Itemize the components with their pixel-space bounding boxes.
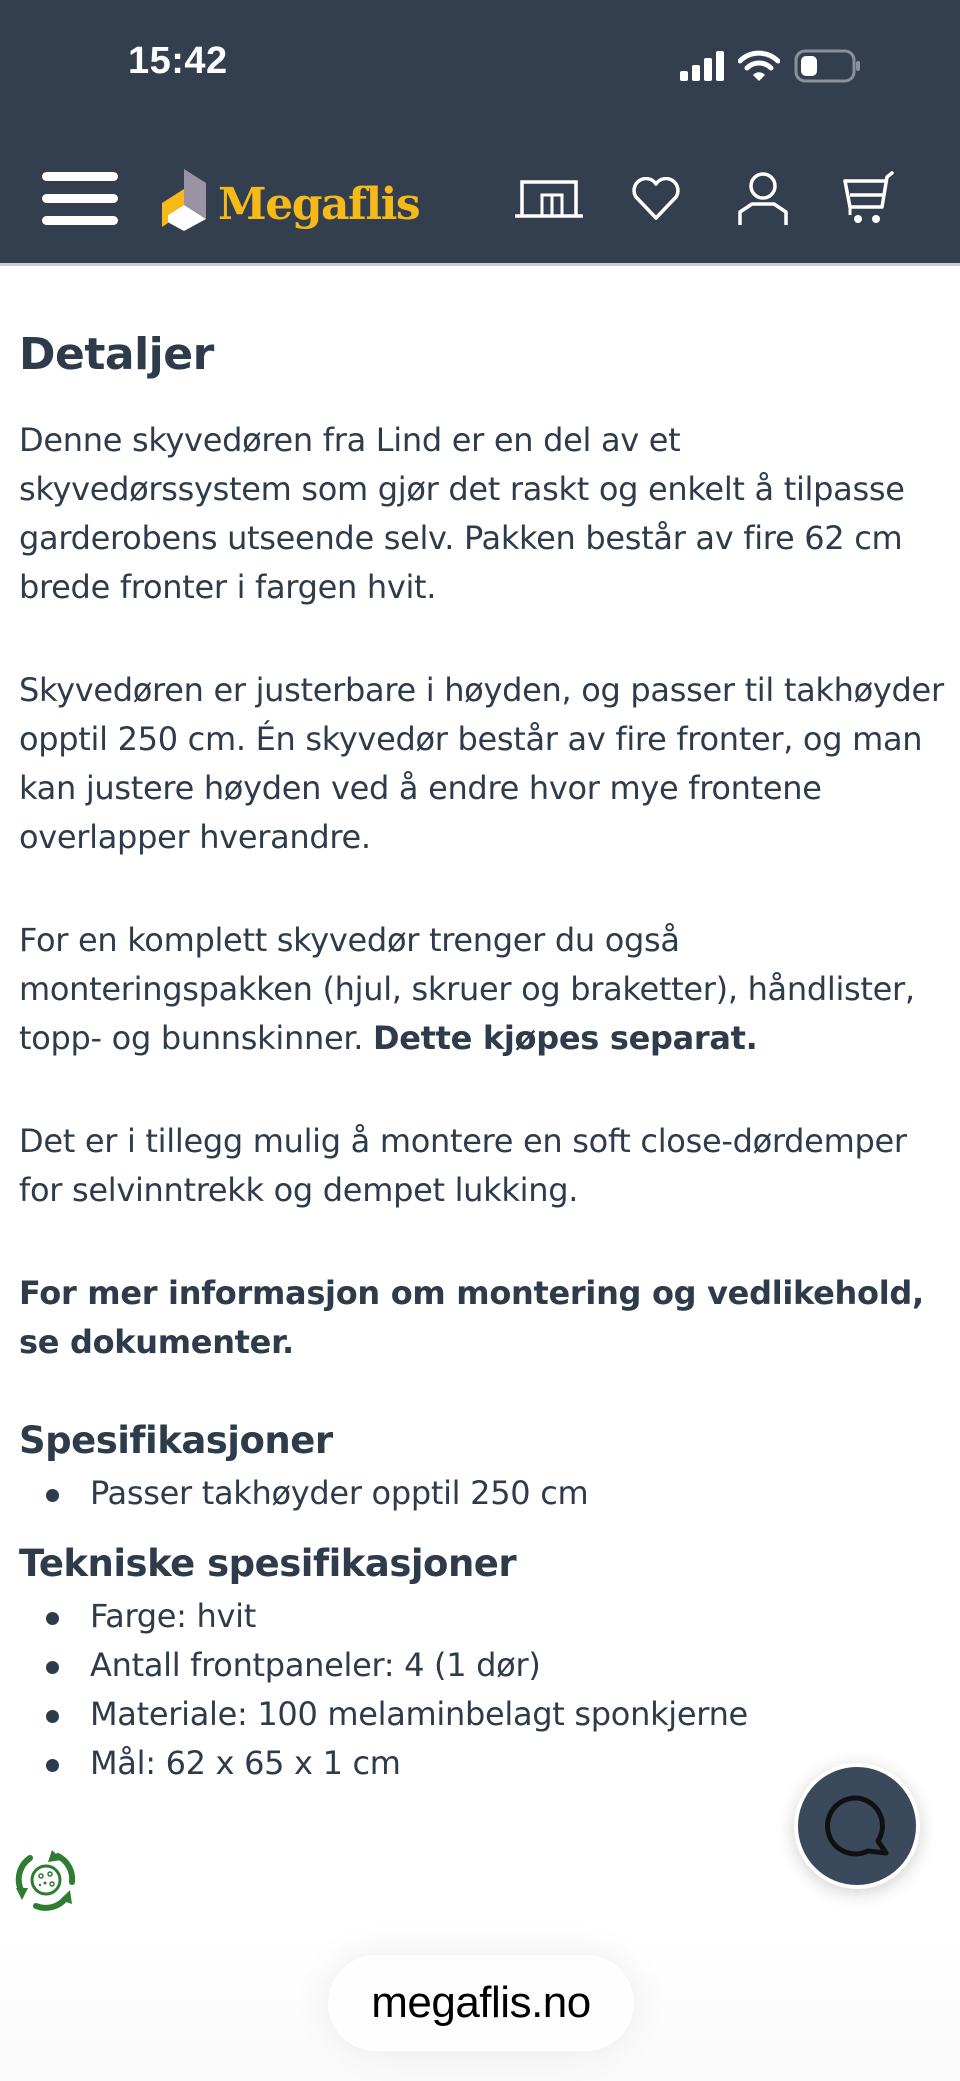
details-paragraph: Det er i tillegg mulig å montere en soft close-dørdemper for selvinntrekk og dempet lukking.: [19, 1122, 907, 1209]
documents-info: [19, 1269, 944, 1367]
details-paragraph: Denne skyvedøren fra Lind er en del av et skyvedørssystem som gjør det raskt og enkelt å tilpasse garderobens utseende selv. Pakken består av fire 62 cm brede fronter i fargen hvit.: [19, 421, 905, 606]
cart-icon: [842, 171, 898, 227]
cellular-signal-icon: [680, 51, 724, 81]
main-nav: [0, 160, 960, 240]
list-item: Farge: hvit: [19, 1592, 779, 1641]
list-item: Mål: 62 x 65 x 1 cm: [19, 1739, 779, 1788]
store-icon: [514, 179, 584, 219]
list-item: Antall frontpaneler: 4 (1 dør): [19, 1641, 779, 1690]
wishlist-button[interactable]: [620, 166, 692, 232]
chat-button[interactable]: [794, 1763, 920, 1889]
site-header: [0, 0, 960, 266]
list-item: Materiale: 100 melaminbelagt sponkjerne: [19, 1690, 779, 1739]
chat-bubble-icon: [822, 1793, 892, 1859]
logo-cube-icon: [160, 169, 210, 231]
menu-icon-bar: [42, 194, 118, 203]
list-item: Passer takhøyder opptil 250 cm: [19, 1469, 944, 1518]
cart-button[interactable]: [834, 166, 906, 232]
recycle-icon: [14, 1848, 78, 1912]
paragraph-text: For en komplett skyvedør trenger du også monteringspakken (hjul, skruer og braketter), håndlister, topp- og bunnskinner.: [19, 921, 915, 1057]
details-paragraph: [19, 916, 944, 1063]
heart-icon: [631, 177, 681, 221]
specifications-list: [19, 1469, 944, 1518]
user-icon: [736, 171, 790, 227]
address-bar[interactable]: [328, 1955, 634, 2051]
account-button[interactable]: [727, 166, 799, 232]
menu-icon-bar: [42, 216, 118, 225]
status-time: 15:42: [128, 40, 228, 82]
eco-badge[interactable]: [14, 1848, 78, 1912]
store-button[interactable]: [513, 166, 585, 232]
megaflis-logo[interactable]: [160, 164, 419, 236]
separate-purchase-note: Dette kjøpes separat.: [373, 1019, 758, 1057]
battery-icon: [794, 49, 862, 83]
menu-icon-bar: [42, 172, 118, 181]
details-heading: Detaljer: [19, 329, 214, 380]
brand-name: Megaflis: [218, 178, 420, 230]
status-icons: [680, 48, 862, 84]
wifi-icon: [738, 50, 780, 82]
specifications-heading: Spesifikasjoner: [19, 1419, 333, 1462]
details-paragraph: Skyvedøren er justerbare i høyden, og passer til takhøyder opptil 250 cm. Én skyvedør består av fire fronter, og man kan justere høyden ved å endre hvor mye frontene overlapper hverandre.: [19, 671, 944, 856]
product-details: [19, 320, 944, 1788]
documents-info-text: For mer informasjon om montering og vedlikehold, se dokumenter.: [19, 1274, 924, 1361]
menu-button[interactable]: [42, 172, 118, 226]
address-bar-url: megaflis.no: [371, 1978, 591, 2027]
technical-specifications-heading: Tekniske spesifikasjoner: [19, 1542, 517, 1585]
technical-specifications-list: [19, 1592, 779, 1788]
